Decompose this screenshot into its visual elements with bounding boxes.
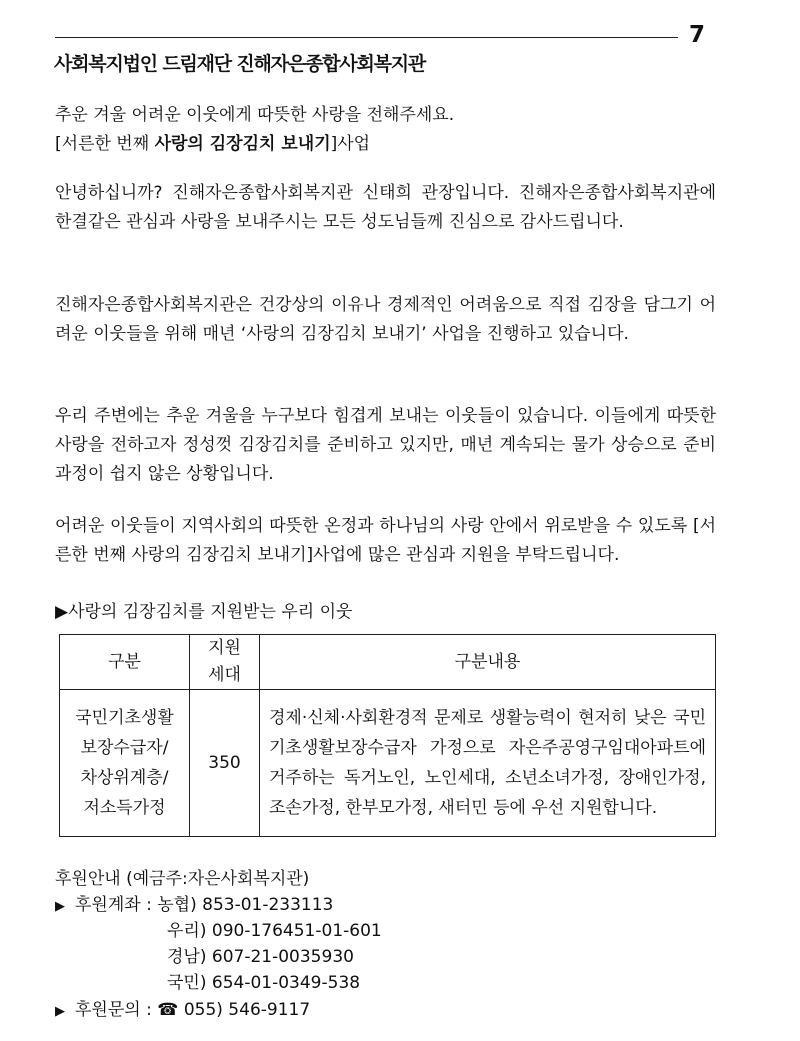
phone-icon: ☎ bbox=[157, 1000, 179, 1020]
campaign-name: 사랑의 김장김치 보내기 bbox=[154, 134, 331, 154]
table-header-row bbox=[60, 635, 716, 690]
header-households bbox=[190, 635, 260, 690]
account-row bbox=[55, 892, 333, 920]
bullet-icon: ▶ bbox=[55, 899, 65, 914]
account-row bbox=[167, 970, 360, 996]
greeting-paragraph: 안녕하십니까? 진해자은종합사회복지관 신태희 관장입니다. 진해자은종합사회복지관에 한결같은 관심과 사랑을 보내주시는 모든 성도님들께 진심으로 감사드립니다. bbox=[55, 183, 716, 232]
account-number: 853-01-233113 bbox=[202, 895, 334, 915]
table-row bbox=[60, 690, 716, 837]
account-number: 654-01-0349-538 bbox=[211, 973, 361, 993]
account-number: 607-21-0035930 bbox=[211, 947, 354, 967]
intro-line-2 bbox=[55, 130, 716, 159]
organization-title: 사회복지법인 드림재단 진해자은종합사회복지관 bbox=[54, 53, 426, 75]
inquiry-label: 후원문의 : bbox=[75, 1000, 158, 1020]
households-cell: 350 bbox=[190, 690, 260, 837]
header-households-line1: 지원 bbox=[208, 638, 241, 658]
table-heading: ▶사랑의 김장김치를 지원받는 우리 이웃 bbox=[55, 602, 353, 622]
intro-line-1: 추운 겨울 어려운 이웃에게 따뜻한 사랑을 전해주세요. bbox=[55, 105, 455, 125]
bullet-icon: ▶ bbox=[55, 1004, 65, 1019]
account-row bbox=[167, 918, 382, 944]
header-category: 구분 bbox=[60, 635, 190, 690]
category-cell bbox=[60, 690, 190, 837]
description-cell: 경제·신체·사회환경적 문제로 생활능력이 현저히 낮은 국민기초생활보장수급자 가정으로 자은주공영구임대아파트에 거주하는 독거노인, 노인세대, 소년소녀가정, 장애인가정, 조손가정, 한부모가정, 새터민 등에 우선 지원합니다. bbox=[260, 690, 716, 837]
intro-suffix: ]사업 bbox=[330, 134, 371, 154]
header-rule bbox=[55, 37, 678, 38]
header-households-line2: 세대 bbox=[208, 665, 241, 685]
inquiry-row bbox=[55, 997, 310, 1025]
program-paragraph: 진해자은종합사회복지관은 건강상의 이유나 경제적인 어려움으로 직접 김장을 담그기 어려운 이웃들을 위해 매년 ‘사랑의 김장김치 보내기’ 사업을 진행하고 있습니다. bbox=[55, 295, 716, 344]
account-label: 후원계좌 : bbox=[75, 895, 158, 915]
category-line: 차상위계층/ bbox=[80, 768, 169, 788]
page-number: 7 bbox=[689, 22, 706, 48]
account-bank: 경남) bbox=[167, 947, 207, 967]
situation-paragraph: 우리 주변에는 추운 겨울을 누구보다 힘겹게 보내는 이웃들이 있습니다. 이들에게 따뜻한 사랑을 전하고자 정성껏 김장김치를 준비하고 있지만, 매년 계속되는 물가 상승으로 준비 과정이 쉽지 않은 상황입니다. bbox=[55, 406, 716, 484]
account-bank: 국민) bbox=[167, 973, 207, 993]
category-line: 보장수급자/ bbox=[80, 738, 169, 758]
category-line: 저소득가정 bbox=[83, 798, 166, 818]
account-bank: 농협) bbox=[157, 895, 197, 915]
request-paragraph: 어려운 이웃들이 지역사회의 따뜻한 온정과 하나님의 사랑 안에서 위로받을 수 있도록 [서른한 번째 사랑의 김장김치 보내기]사업에 많은 관심과 지원을 부탁드립니다. bbox=[55, 516, 716, 565]
account-row bbox=[167, 944, 354, 970]
donation-title: 후원안내 (예금주:자은사회복지관) bbox=[55, 869, 310, 889]
account-bank: 우리) bbox=[167, 921, 207, 941]
account-number: 090-176451-01-601 bbox=[211, 921, 382, 941]
category-line: 국민기초생활 bbox=[75, 708, 174, 728]
header-description: 구분내용 bbox=[260, 635, 716, 690]
phone-number: 055) 546-9117 bbox=[183, 1000, 311, 1020]
intro-prefix: [서른한 번째 bbox=[55, 134, 155, 154]
support-table bbox=[59, 634, 716, 837]
